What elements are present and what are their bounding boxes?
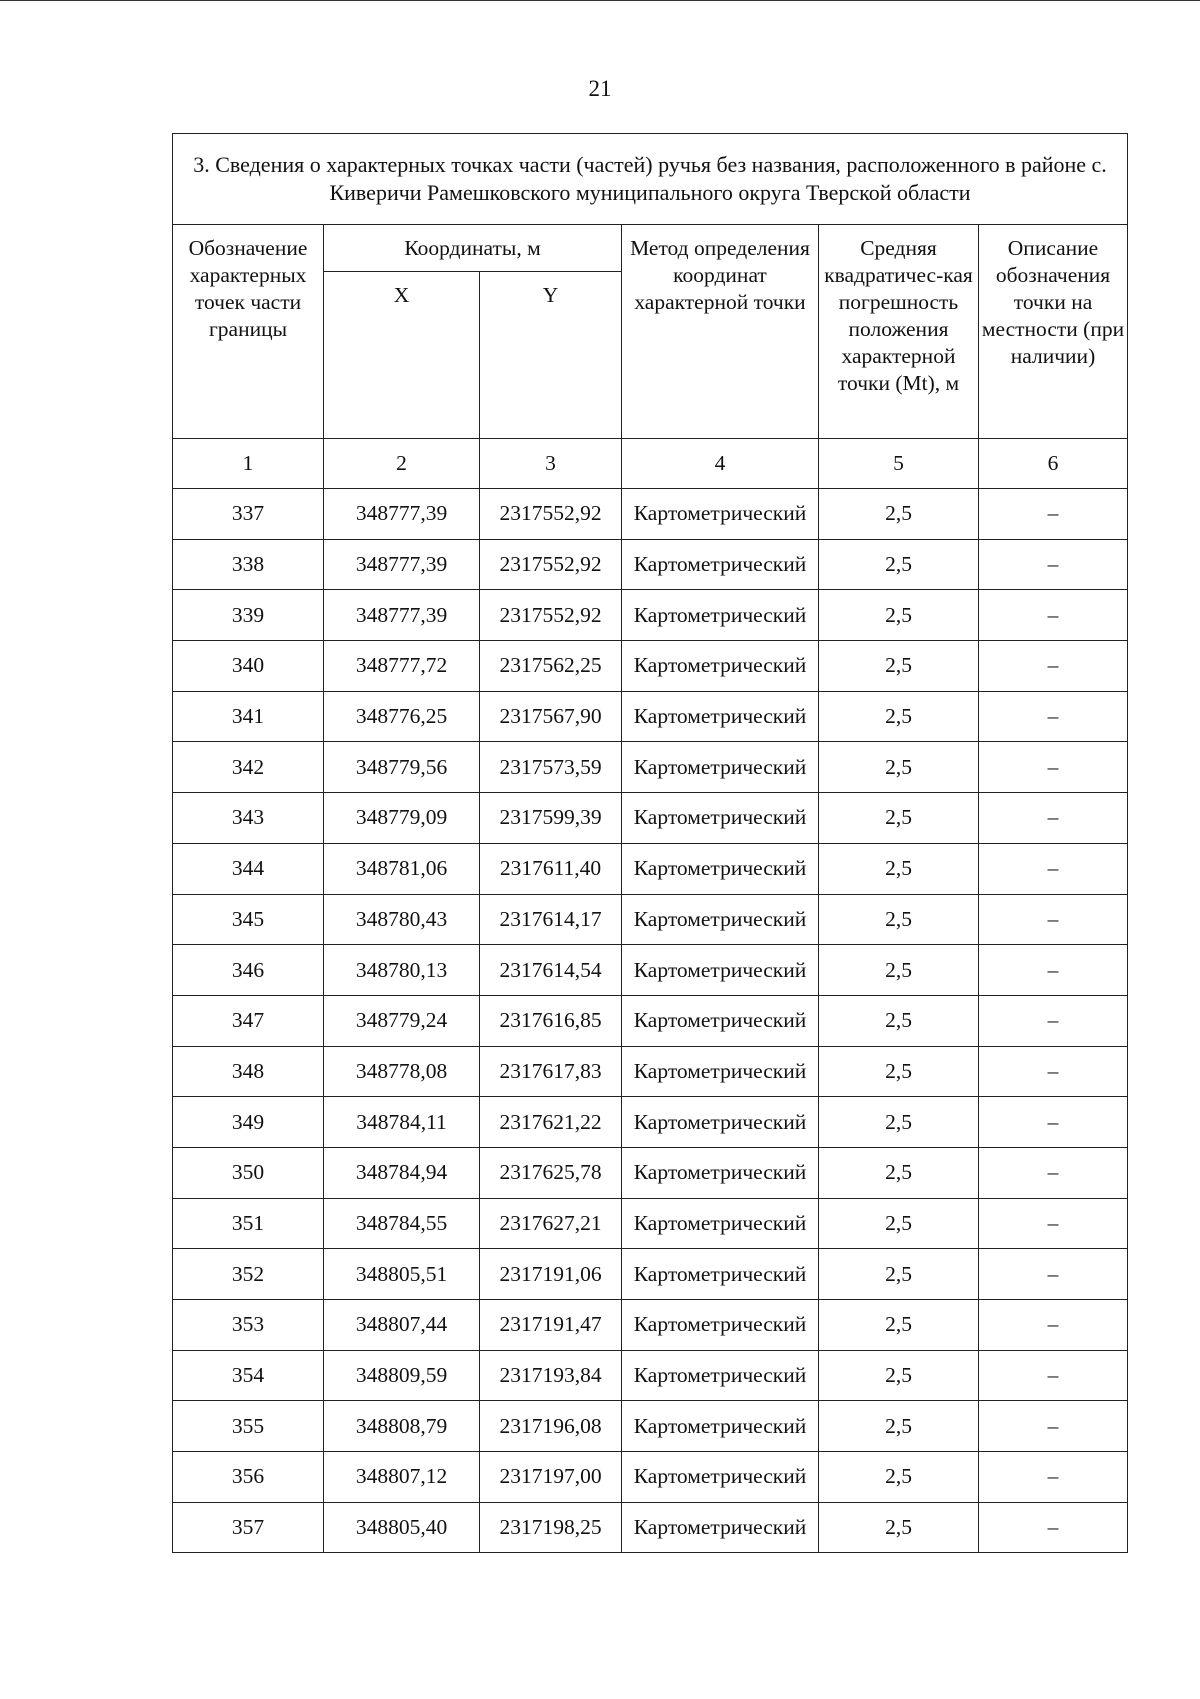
column-number: 3 [480, 439, 622, 489]
description-cell: – [979, 1046, 1128, 1097]
y-coordinate-cell: 2317616,85 [480, 995, 622, 1046]
table-row [173, 742, 1128, 793]
page-top-edge [0, 0, 1200, 1]
table-row [173, 489, 1128, 540]
table-row [173, 691, 1128, 742]
x-coordinate-cell: 348779,09 [324, 793, 480, 844]
y-coordinate-cell: 2317198,25 [480, 1502, 622, 1553]
table-row [173, 1502, 1128, 1553]
description-cell: – [979, 1097, 1128, 1148]
x-coordinate-cell: 348780,13 [324, 945, 480, 996]
y-coordinate-cell: 2317562,25 [480, 641, 622, 692]
method-cell: Картометрический [622, 894, 819, 945]
description-cell: – [979, 1502, 1128, 1553]
header-x: X [324, 272, 480, 439]
description-cell: – [979, 894, 1128, 945]
y-coordinate-cell: 2317614,54 [480, 945, 622, 996]
mean-error-cell: 2,5 [819, 1350, 979, 1401]
table-caption: 3. Сведения о характерных точках части (частей) ручья без названия, расположенного в районе с. Киверичи Рамешковского муниципального округа Тверской области [173, 134, 1128, 225]
x-coordinate-cell: 348807,12 [324, 1452, 480, 1503]
column-number: 6 [979, 439, 1128, 489]
x-coordinate-cell: 348808,79 [324, 1401, 480, 1452]
description-cell: – [979, 843, 1128, 894]
method-cell: Картометрический [622, 489, 819, 540]
x-coordinate-cell: 348780,43 [324, 894, 480, 945]
point-id-cell: 346 [173, 945, 324, 996]
point-id-cell: 355 [173, 1401, 324, 1452]
x-coordinate-cell: 348784,94 [324, 1147, 480, 1198]
x-coordinate-cell: 348778,08 [324, 1046, 480, 1097]
mean-error-cell: 2,5 [819, 641, 979, 692]
point-id-cell: 344 [173, 843, 324, 894]
header-mean-error: Средняя квадратичес-кая погрешность положения характерной точки (Mt), м [819, 225, 979, 439]
y-coordinate-cell: 2317191,06 [480, 1249, 622, 1300]
y-coordinate-cell: 2317197,00 [480, 1452, 622, 1503]
method-cell: Картометрический [622, 995, 819, 1046]
method-cell: Картометрический [622, 1502, 819, 1553]
method-cell: Картометрический [622, 1147, 819, 1198]
x-coordinate-cell: 348777,39 [324, 590, 480, 641]
mean-error-cell: 2,5 [819, 843, 979, 894]
point-id-cell: 337 [173, 489, 324, 540]
y-coordinate-cell: 2317614,17 [480, 894, 622, 945]
table-body [173, 489, 1128, 1553]
table-row [173, 1198, 1128, 1249]
page-number: 21 [588, 76, 612, 101]
method-cell: Картометрический [622, 1046, 819, 1097]
description-cell: – [979, 539, 1128, 590]
description-cell: – [979, 1249, 1128, 1300]
x-coordinate-cell: 348809,59 [324, 1350, 480, 1401]
y-coordinate-cell: 2317552,92 [480, 590, 622, 641]
method-cell: Картометрический [622, 590, 819, 641]
method-cell: Картометрический [622, 1198, 819, 1249]
table-row [173, 1350, 1128, 1401]
x-coordinate-cell: 348779,56 [324, 742, 480, 793]
point-id-cell: 349 [173, 1097, 324, 1148]
x-coordinate-cell: 348777,39 [324, 539, 480, 590]
x-coordinate-cell: 348777,72 [324, 641, 480, 692]
description-cell: – [979, 691, 1128, 742]
mean-error-cell: 2,5 [819, 945, 979, 996]
method-cell: Картометрический [622, 843, 819, 894]
mean-error-cell: 2,5 [819, 539, 979, 590]
point-id-cell: 345 [173, 894, 324, 945]
description-cell: – [979, 1300, 1128, 1351]
header-coordinates: Координаты, м [324, 225, 622, 272]
description-cell: – [979, 1401, 1128, 1452]
header-y: Y [480, 272, 622, 439]
table-row [173, 894, 1128, 945]
mean-error-cell: 2,5 [819, 995, 979, 1046]
column-number: 4 [622, 439, 819, 489]
y-coordinate-cell: 2317617,83 [480, 1046, 622, 1097]
method-cell: Картометрический [622, 641, 819, 692]
point-id-cell: 357 [173, 1502, 324, 1553]
mean-error-cell: 2,5 [819, 1452, 979, 1503]
table-row [173, 1097, 1128, 1148]
method-cell: Картометрический [622, 793, 819, 844]
mean-error-cell: 2,5 [819, 793, 979, 844]
mean-error-cell: 2,5 [819, 1097, 979, 1148]
column-number: 5 [819, 439, 979, 489]
y-coordinate-cell: 2317621,22 [480, 1097, 622, 1148]
description-cell: – [979, 1452, 1128, 1503]
point-id-cell: 352 [173, 1249, 324, 1300]
point-id-cell: 356 [173, 1452, 324, 1503]
description-cell: – [979, 489, 1128, 540]
mean-error-cell: 2,5 [819, 489, 979, 540]
method-cell: Картометрический [622, 691, 819, 742]
point-id-cell: 341 [173, 691, 324, 742]
table-row [173, 1249, 1128, 1300]
y-coordinate-cell: 2317191,47 [480, 1300, 622, 1351]
description-cell: – [979, 742, 1128, 793]
description-cell: – [979, 995, 1128, 1046]
method-cell: Картометрический [622, 1401, 819, 1452]
description-cell: – [979, 641, 1128, 692]
mean-error-cell: 2,5 [819, 590, 979, 641]
table-row [173, 1300, 1128, 1351]
description-cell: – [979, 1350, 1128, 1401]
point-id-cell: 338 [173, 539, 324, 590]
x-coordinate-cell: 348779,24 [324, 995, 480, 1046]
table-row [173, 843, 1128, 894]
point-id-cell: 351 [173, 1198, 324, 1249]
mean-error-cell: 2,5 [819, 894, 979, 945]
method-cell: Картометрический [622, 1097, 819, 1148]
method-cell: Картометрический [622, 1249, 819, 1300]
table-header-row [173, 225, 1128, 272]
method-cell: Картометрический [622, 1350, 819, 1401]
y-coordinate-cell: 2317552,92 [480, 489, 622, 540]
table-row [173, 1401, 1128, 1452]
mean-error-cell: 2,5 [819, 1046, 979, 1097]
point-id-cell: 348 [173, 1046, 324, 1097]
header-point-designation: Обозначение характерных точек части границы [173, 225, 324, 439]
x-coordinate-cell: 348777,39 [324, 489, 480, 540]
table-row [173, 945, 1128, 996]
x-coordinate-cell: 348807,44 [324, 1300, 480, 1351]
y-coordinate-cell: 2317625,78 [480, 1147, 622, 1198]
x-coordinate-cell: 348805,51 [324, 1249, 480, 1300]
description-cell: – [979, 793, 1128, 844]
mean-error-cell: 2,5 [819, 1249, 979, 1300]
x-coordinate-cell: 348784,11 [324, 1097, 480, 1148]
mean-error-cell: 2,5 [819, 1502, 979, 1553]
point-id-cell: 343 [173, 793, 324, 844]
mean-error-cell: 2,5 [819, 1147, 979, 1198]
y-coordinate-cell: 2317552,92 [480, 539, 622, 590]
column-numbers-row [173, 439, 1128, 489]
table-row [173, 539, 1128, 590]
mean-error-cell: 2,5 [819, 1401, 979, 1452]
method-cell: Картометрический [622, 539, 819, 590]
header-method: Метод определения координат характерной точки [622, 225, 819, 439]
point-id-cell: 340 [173, 641, 324, 692]
characteristic-points-table [172, 133, 1128, 1553]
point-id-cell: 353 [173, 1300, 324, 1351]
x-coordinate-cell: 348784,55 [324, 1198, 480, 1249]
point-id-cell: 347 [173, 995, 324, 1046]
column-number: 1 [173, 439, 324, 489]
x-coordinate-cell: 348776,25 [324, 691, 480, 742]
header-description: Описание обозначения точки на местности (при наличии) [979, 225, 1128, 439]
mean-error-cell: 2,5 [819, 742, 979, 793]
point-id-cell: 354 [173, 1350, 324, 1401]
y-coordinate-cell: 2317627,21 [480, 1198, 622, 1249]
table-row [173, 1452, 1128, 1503]
x-coordinate-cell: 348805,40 [324, 1502, 480, 1553]
description-cell: – [979, 945, 1128, 996]
y-coordinate-cell: 2317611,40 [480, 843, 622, 894]
y-coordinate-cell: 2317193,84 [480, 1350, 622, 1401]
method-cell: Картометрический [622, 945, 819, 996]
y-coordinate-cell: 2317196,08 [480, 1401, 622, 1452]
column-number: 2 [324, 439, 480, 489]
table-caption-row [173, 134, 1128, 225]
mean-error-cell: 2,5 [819, 691, 979, 742]
table-row [173, 641, 1128, 692]
table-row [173, 1046, 1128, 1097]
point-id-cell: 342 [173, 742, 324, 793]
table-row [173, 590, 1128, 641]
x-coordinate-cell: 348781,06 [324, 843, 480, 894]
method-cell: Картометрический [622, 742, 819, 793]
y-coordinate-cell: 2317573,59 [480, 742, 622, 793]
table-row [173, 995, 1128, 1046]
point-id-cell: 350 [173, 1147, 324, 1198]
table-row [173, 1147, 1128, 1198]
mean-error-cell: 2,5 [819, 1300, 979, 1351]
description-cell: – [979, 1198, 1128, 1249]
method-cell: Картометрический [622, 1300, 819, 1351]
y-coordinate-cell: 2317567,90 [480, 691, 622, 742]
method-cell: Картометрический [622, 1452, 819, 1503]
point-id-cell: 339 [173, 590, 324, 641]
mean-error-cell: 2,5 [819, 1198, 979, 1249]
description-cell: – [979, 590, 1128, 641]
y-coordinate-cell: 2317599,39 [480, 793, 622, 844]
table-row [173, 793, 1128, 844]
description-cell: – [979, 1147, 1128, 1198]
